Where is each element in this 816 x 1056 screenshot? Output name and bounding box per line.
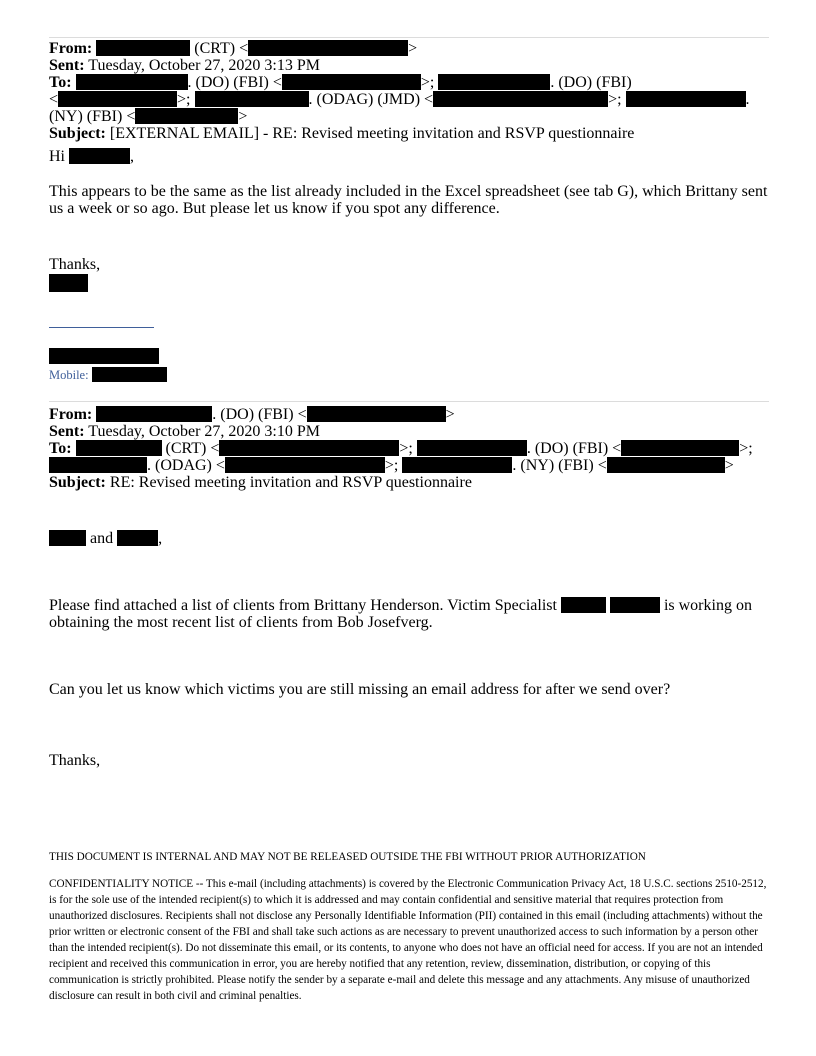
redaction [96,40,190,56]
divider [49,37,769,38]
email1-header [49,40,769,142]
to-text: < [49,91,59,108]
redaction [607,457,725,473]
from-label: From: [49,40,93,57]
to-text: (CRT) < [161,440,220,457]
redaction [248,40,408,56]
greeting [49,148,769,165]
email2-para1 [49,597,769,631]
internal-notice: THIS DOCUMENT IS INTERNAL AND MAY NOT BE RELEASED OUTSIDE THE FBI WITHOUT PRIOR AUTHORIZATION [49,851,646,863]
email2-header [49,406,769,491]
redaction [438,74,550,90]
redaction [219,440,399,456]
confidentiality-notice: CONFIDENTIALITY NOTICE -- This e-mail (including attachments) is covered by the Electronic Communication Privacy Act, 18 U.S.C. sections 2510-2512, is for the sole use of the intended recipient(s) to which it is addressed and may contain confidential and sensitive material that requires protection from unauthorized disclosures. Recipients shall not disclose any Personally Identifiable Information (PII) contained in this email (including attachments) without the prior written or electronic consent of the FBI and shall take such actions as are necessary to prevent unauthorized access to such information by a person other than the intended recipient(s). Do not disseminate this email, or its contents, to anyone who does not have an official need for access. If you are not an intended recipient and received this communication in error, you are hereby notified that any retention, review, dissemination, distribution, or copying of this communication is strictly prohibited. Please notify the sender by a separate e-mail and delete this message and any attachments. Any misuse of unauthorized disclosure can result in both civil and criminal penalties. [49,878,767,1002]
to-text: >; [739,440,753,457]
redaction [92,367,167,382]
subject-label: Subject: [49,474,106,491]
redaction [135,108,238,124]
sent-label: Sent: [49,57,85,74]
redaction [58,91,177,107]
to-text: . (DO) (FBI) < [526,440,622,457]
to-line-3 [49,108,769,125]
to-text: . (DO) (FBI) < [187,74,282,91]
to-line [49,440,769,457]
redaction [49,457,147,473]
to-text: . (ODAG) (JMD) < [308,91,434,108]
mobile-label: Mobile: [49,368,92,382]
redaction [402,457,512,473]
from-line: From: (CRT) < > [49,40,418,57]
closing: Thanks, [49,752,101,769]
redaction [49,530,86,546]
sent-value: Tuesday, October 27, 2020 3:10 PM [84,423,320,440]
mobile-line [49,366,769,384]
to-text: > [238,108,248,125]
redaction [69,148,130,164]
greeting-end: , [130,148,134,165]
subject-line [49,125,769,142]
redaction [433,91,608,107]
to-line-2 [49,457,769,474]
para-text: Please find attached a list of clients from Brittany Henderson. Victim Specialist [49,597,561,614]
redaction [282,74,421,90]
redaction [49,274,88,292]
to-text: . (NY) (FBI) < [512,457,607,474]
subject-value: [EXTERNAL EMAIL] - RE: Revised meeting invitation and RSVP questionnaire [105,125,635,142]
to-text: (NY) (FBI) < [49,108,136,125]
to-text: . (DO) (FBI) [550,74,632,91]
to-text: >; [384,457,403,474]
para-text: is working on obtaining the most recent list of clients from Bob Josefverg. [49,597,752,631]
greeting [49,530,769,547]
to-label: To: [49,74,72,91]
to-line-2 [49,91,769,108]
redaction [626,91,746,107]
subject-value: RE: Revised meeting invitation and RSVP questionnaire [105,474,472,491]
to-text: >; [177,91,195,108]
divider [49,401,769,402]
redaction [561,597,606,613]
signature-line [49,327,154,328]
redaction [610,597,660,613]
greeting-text: and [86,530,118,547]
to-text: . (ODAG) < [147,457,225,474]
redaction [417,440,527,456]
redaction [117,530,158,546]
to-text: . [745,91,750,108]
to-text: > [724,457,734,474]
to-label: To: [49,440,72,457]
from-org: (CRT) < [190,40,249,57]
redaction [76,440,162,456]
email2-para2: Can you let us know which victims you are still missing an email address for after we send over? [49,681,671,698]
subject-label: Subject: [49,125,106,142]
redaction [195,91,309,107]
from-line: From: . (DO) (FBI) < > [49,406,455,423]
sent-line [49,57,769,74]
greeting-text: Hi [49,148,69,165]
closing: Thanks, [49,256,101,273]
from-label: From: [49,406,93,423]
redaction [307,406,446,422]
to-text: >; [420,74,439,91]
redaction [96,406,212,422]
to-line [49,74,769,91]
greeting-end: , [158,530,163,547]
email1-body: This appears to be the same as the list already included in the Excel spreadsheet (see tab G), which Brittany sent us a week or so ago. But please let us know if you spot any difference. [49,183,768,217]
subject-line [49,474,769,491]
from-org: . (DO) (FBI) < [212,406,307,423]
redaction [49,348,159,364]
redaction [225,457,385,473]
redaction [76,74,188,90]
to-text: >; [399,440,417,457]
sent-label: Sent: [49,423,85,440]
redaction [621,440,739,456]
sent-value: Tuesday, October 27, 2020 3:13 PM [84,57,320,74]
sent-line [49,423,769,440]
to-text: >; [608,91,626,108]
